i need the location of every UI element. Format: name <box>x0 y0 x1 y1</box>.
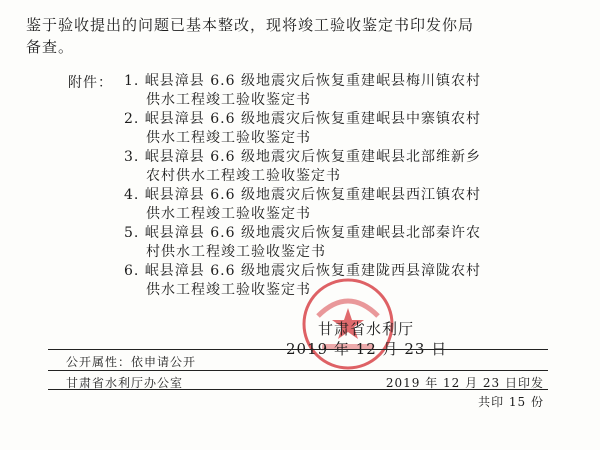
attachment-item-1 <box>124 72 564 110</box>
attachment-item-1-line-2: 供水工程竣工验收鉴定书 <box>146 92 311 108</box>
attachment-item-4-line-2: 供水工程竣工验收鉴定书 <box>146 206 311 222</box>
attachment-item-5 <box>124 224 564 262</box>
attachment-item-6-line-2: 供水工程竣工验收鉴定书 <box>146 282 311 298</box>
footer-rule-bottom <box>48 389 548 390</box>
footer-rule-top <box>48 349 548 350</box>
issuer-name: 甘肃省水利厅 <box>318 320 415 338</box>
attachment-item-3-line-1: 3. 岷县漳县 6.6 级地震灾后恢复重建岷县北部维新乡 <box>124 149 481 165</box>
print-date: 2019 年 12 月 23 日印发 <box>385 376 544 390</box>
footer-rule-middle <box>48 370 548 371</box>
intro-line-1: 鉴于验收提出的问题已基本整改，现将竣工验收鉴定书印发你局 <box>26 16 475 34</box>
attachment-item-5-line-2: 村供水工程竣工验收鉴定书 <box>146 244 326 260</box>
intro-line-2: 备查。 <box>26 38 75 56</box>
attachments-list <box>124 72 564 300</box>
attachment-item-5-line-1: 5. 岷县漳县 6.6 级地震灾后恢复重建岷县北部秦许农 <box>124 225 481 241</box>
attachment-item-2-line-1: 2. 岷县漳县 6.6 级地震灾后恢复重建岷县中寨镇农村 <box>124 111 481 127</box>
issuing-office: 甘肃省水利厅办公室 <box>66 376 184 390</box>
intro-paragraph <box>26 14 566 58</box>
attachment-item-6-line-1: 6. 岷县漳县 6.6 级地震灾后恢复重建陇西县漳陇农村 <box>124 263 481 279</box>
attachment-item-2-line-2: 供水工程竣工验收鉴定书 <box>146 130 311 146</box>
copies-count: 共印 15 份 <box>478 395 544 409</box>
issue-date: 2019 年 12 月 23 日 <box>286 340 448 358</box>
attachment-item-4-line-1: 4. 岷县漳县 6.6 级地震灾后恢复重建岷县西江镇农村 <box>124 187 481 203</box>
attachment-item-4 <box>124 186 564 224</box>
disclosure-attribute: 公开属性：依申请公开 <box>66 355 197 369</box>
attachment-item-1-line-1: 1. 岷县漳县 6.6 级地震灾后恢复重建岷县梅川镇农村 <box>124 73 481 89</box>
attachment-item-3 <box>124 148 564 186</box>
attachment-item-2 <box>124 110 564 148</box>
attachments-label: 附件： <box>68 75 113 91</box>
attachment-item-3-line-2: 农村供水工程竣工验收鉴定书 <box>146 168 341 184</box>
